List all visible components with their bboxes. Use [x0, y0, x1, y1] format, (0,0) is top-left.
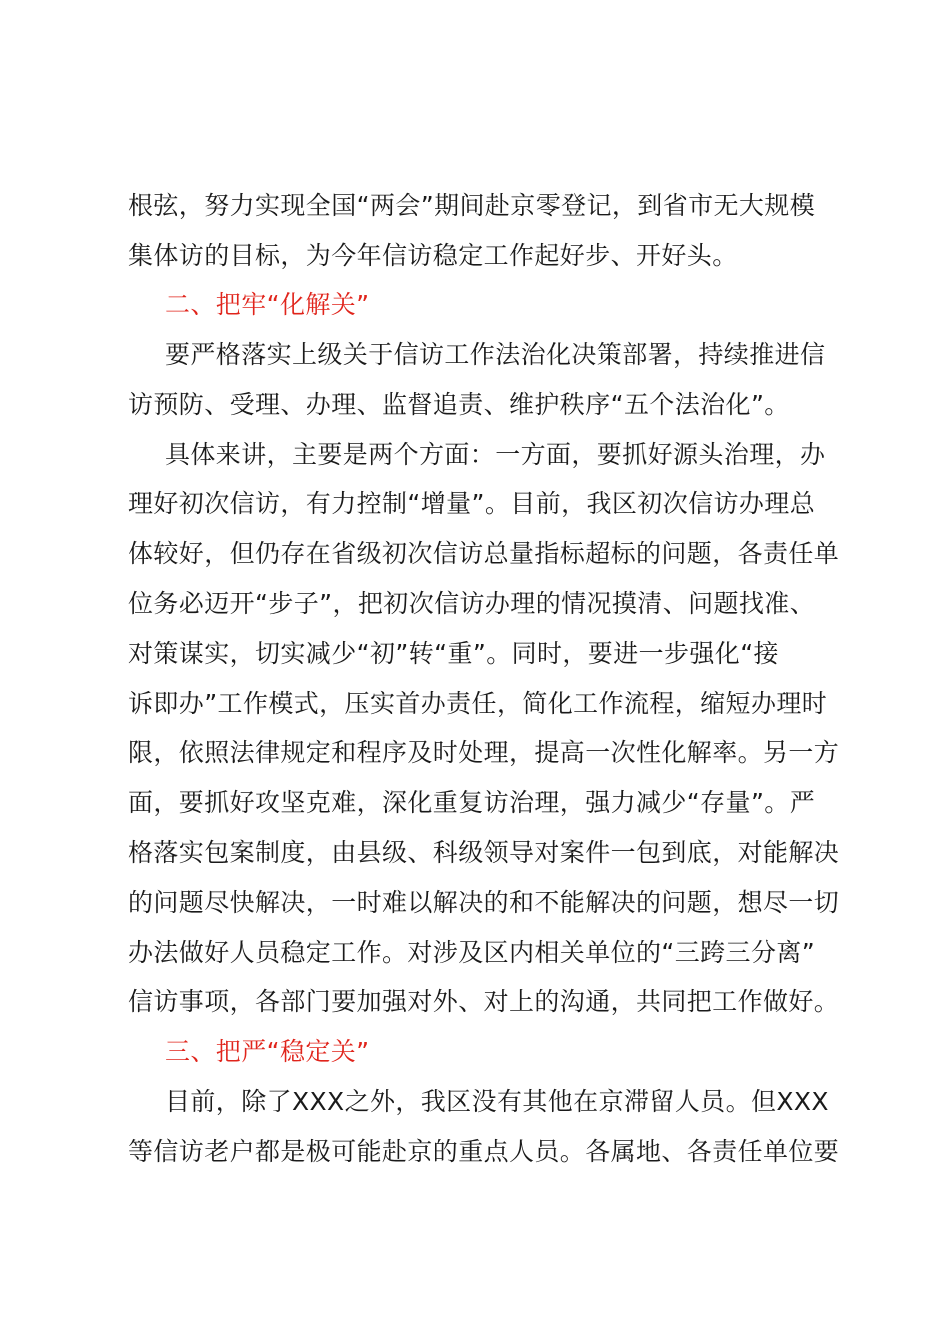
section2-para1-line-2: 访预防、受理、办理、监督追责、维护秩序“五个法治化”。 — [128, 390, 790, 419]
section3-para1-line-1: 目前，除了XXX之外，我区没有其他在京滞留人员。但XXX — [165, 1087, 829, 1116]
section-heading-2: 二、把牢“化解关” — [165, 290, 370, 319]
section2-para2-line-2: 理好初次信访，有力控制“增量”。目前，我区初次信访办理总 — [128, 489, 816, 518]
section3-para1-line-2: 等信访老户都是极可能赴京的重点人员。各属地、各责任单位要 — [128, 1137, 840, 1166]
section2-para2-line-12: 信访事项，各部门要加强对外、对上的沟通，共同把工作做好。 — [128, 987, 840, 1016]
section2-para2-line-8: 面，要抓好攻坚克难，深化重复访治理，强力减少“存量”。严 — [128, 788, 816, 817]
intro-line-1: 根弦，努力实现全国“两会”期间赴京零登记，到省市无大规模 — [128, 191, 816, 220]
section2-para1-line-1: 要严格落实上级关于信访工作法治化决策部署，持续推进信 — [165, 340, 826, 369]
section2-para2-line-5: 对策谋实，切实减少“初”转“重”。同时，要进一步强化“接 — [128, 639, 779, 668]
section2-para2-line-6: 诉即办”工作模式，压实首办责任，简化工作流程，缩短办理时 — [128, 689, 828, 718]
section2-para2-line-11: 办法做好人员稳定工作。对涉及区内相关单位的“三跨三分离” — [128, 938, 816, 967]
section2-para2-line-3: 体较好，但仍存在省级初次信访总量指标超标的问题，各责任单 — [128, 539, 840, 568]
section2-para2-line-7: 限，依照法律规定和程序及时处理，提高一次性化解率。另一方 — [128, 738, 840, 767]
section2-para2-line-4: 位务必迈开“步子”，把初次信访办理的情况摸清、问题找准、 — [128, 589, 816, 618]
section2-para2-line-1: 具体来讲，主要是两个方面：一方面，要抓好源头治理，办 — [165, 440, 826, 469]
section2-para2-line-10: 的问题尽快解决，一时难以解决的和不能解决的问题，想尽一切 — [128, 888, 840, 917]
section2-para2-line-9: 格落实包案制度，由县级、科级领导对案件一包到底，对能解决 — [128, 838, 840, 867]
intro-line-2: 集体访的目标，为今年信访稳定工作起好步、开好头。 — [128, 241, 738, 270]
section-heading-3: 三、把严“稳定关” — [165, 1037, 370, 1066]
